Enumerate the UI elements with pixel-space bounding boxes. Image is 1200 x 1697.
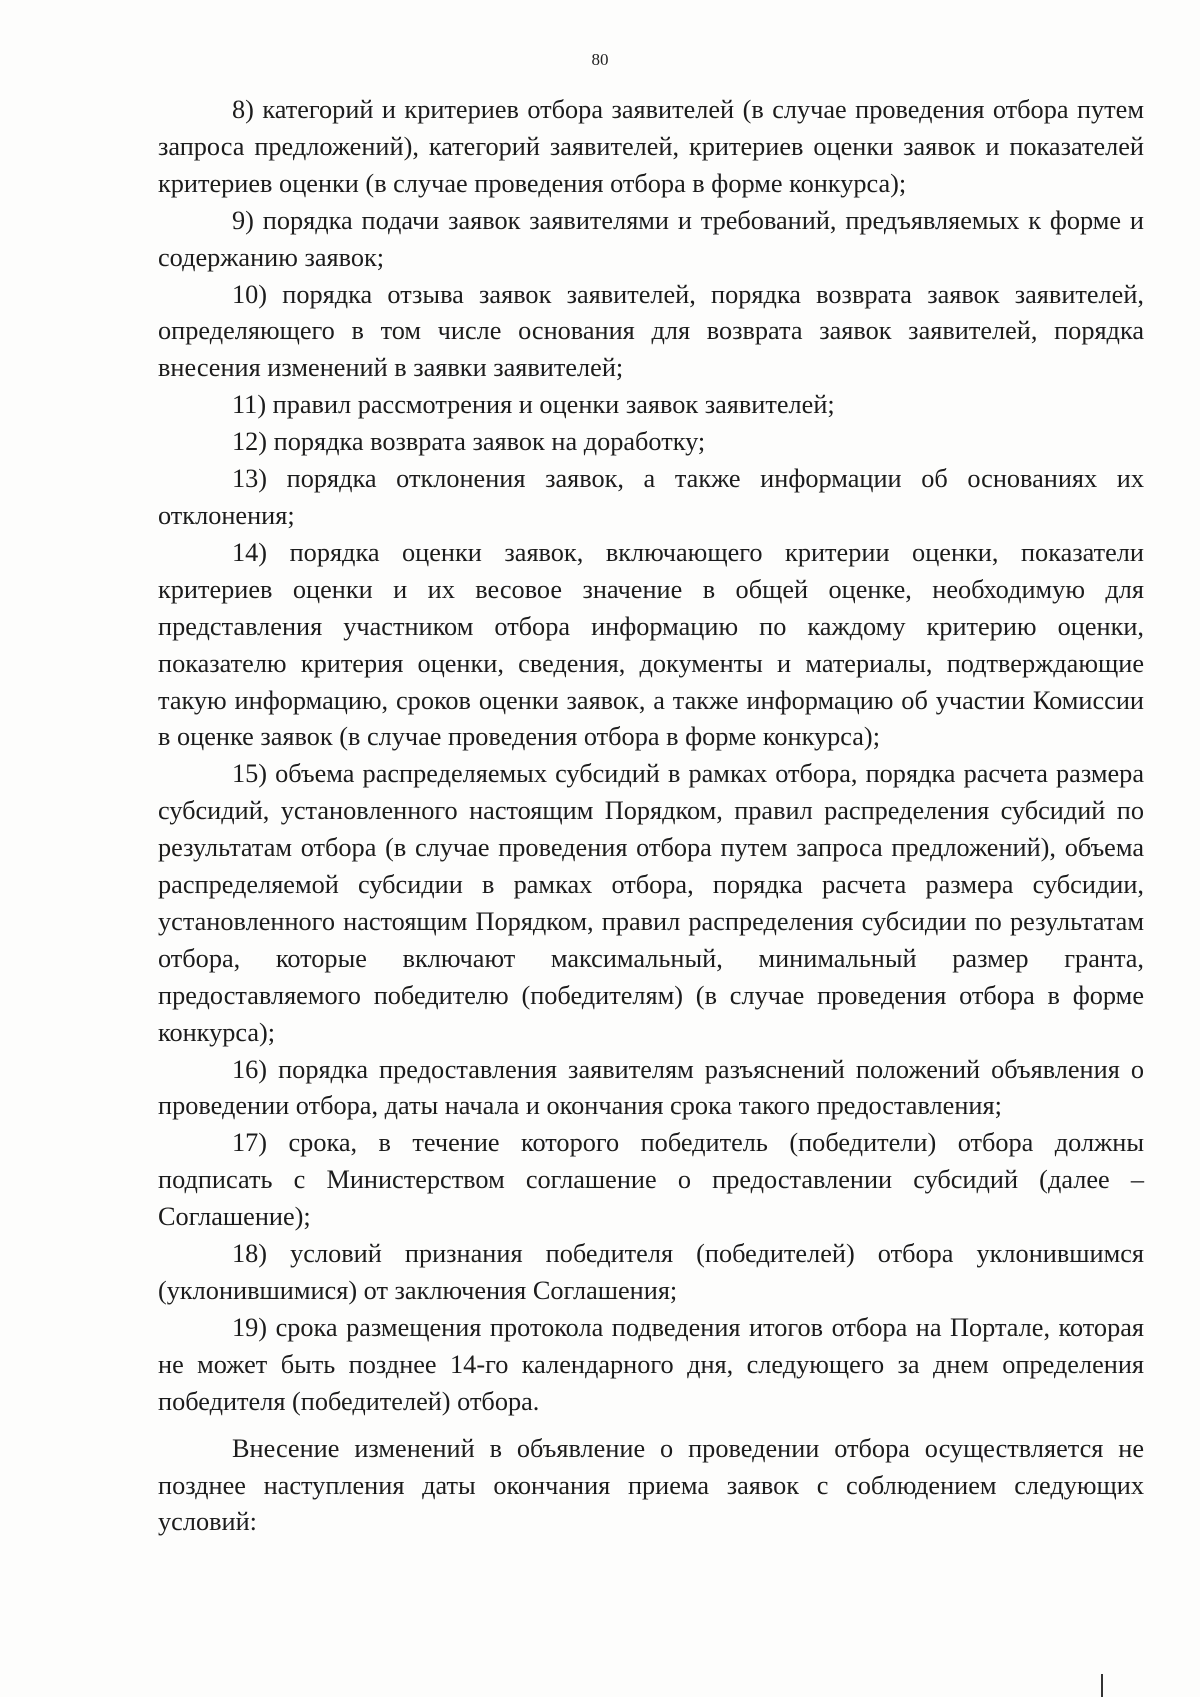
paragraph-item-18: 18) условий признания победителя (победителей) отбора уклонившимся (уклонившимися) от заключения Соглашения; bbox=[158, 1239, 1144, 1305]
paragraph-amendments: Внесение изменений в объявление о проведении отбора осуществляется не позднее наступления даты окончания приема заявок с соблюдением следующих условий: bbox=[158, 1433, 1144, 1537]
paragraph-item-14: 14) порядка оценки заявок, включающего критерии оценки, показатели критериев оценки и их весовое значение в общей оценке, необходимую для представления участником отбора информацию по каждому критерию оценки, показателю критерия оценки, сведения, документы и материалы, подтверждающие такую информацию, сроков оценки заявок, а также информацию об участии Комиссии в оценке заявок (в случае проведения отбора в форме конкурса); bbox=[158, 537, 1144, 752]
paragraph-item-10: 10) порядка отзыва заявок заявителей, порядка возврата заявок заявителей, определяющего в том числе основания для возврата заявок заявителей, порядка внесения изменений в заявки заявителей; bbox=[158, 279, 1144, 383]
paragraph-item-15: 15) объема распределяемых субсидий в рамках отбора, порядка расчета размера субсидий, установленного настоящим Порядком, правил распределения субсидий по результатам отбора (в случае проведения отбора путем запроса предложений), объема распределяемой субсидии в рамках отбора, порядка расчета размера субсидии, установленного настоящим Порядком, правил распределения субсидии по результатам отбора, которые включают максимальный, минимальный размер гранта, предоставляемого победителю (победителям) (в случае проведения отбора в форме конкурса); bbox=[158, 759, 1144, 1047]
paragraph-item-11: 11) правил рассмотрения и оценки заявок заявителей; bbox=[232, 390, 835, 420]
paragraph-item-13: 13) порядка отклонения заявок, а также информации об основаниях их отклонения; bbox=[158, 464, 1144, 530]
body-text bbox=[158, 92, 1144, 1541]
scan-artifact-mark bbox=[1101, 1674, 1103, 1697]
paragraph-item-17: 17) срока, в течение которого победитель (победители) отбора должны подписать с Министерством соглашение о предоставлении субсидий (далее – Соглашение); bbox=[158, 1128, 1144, 1232]
page-number: 80 bbox=[591, 50, 609, 69]
paragraph-item-8: 8) категорий и критериев отбора заявителей (в случае проведения отбора путем запроса предложений), категорий заявителей, критериев оценки заявок и показателей критериев оценки (в случае проведения отбора в форме конкурса); bbox=[158, 95, 1144, 198]
paragraph-item-9: 9) порядка подачи заявок заявителями и требований, предъявляемых к форме и содержанию заявок; bbox=[158, 205, 1144, 272]
paragraph-item-12: 12) порядка возврата заявок на доработку; bbox=[232, 427, 706, 457]
paragraph-item-19: 19) срока размещения протокола подведения итогов отбора на Портале, которая не может быть позднее 14-го календарного дня, следующего за днем определения победителя (победителей) отбора. bbox=[158, 1312, 1144, 1416]
paragraph-item-16: 16) порядка предоставления заявителям разъяснений положений объявления о проведении отбора, даты начала и окончания срока такого предоставления; bbox=[158, 1054, 1144, 1121]
